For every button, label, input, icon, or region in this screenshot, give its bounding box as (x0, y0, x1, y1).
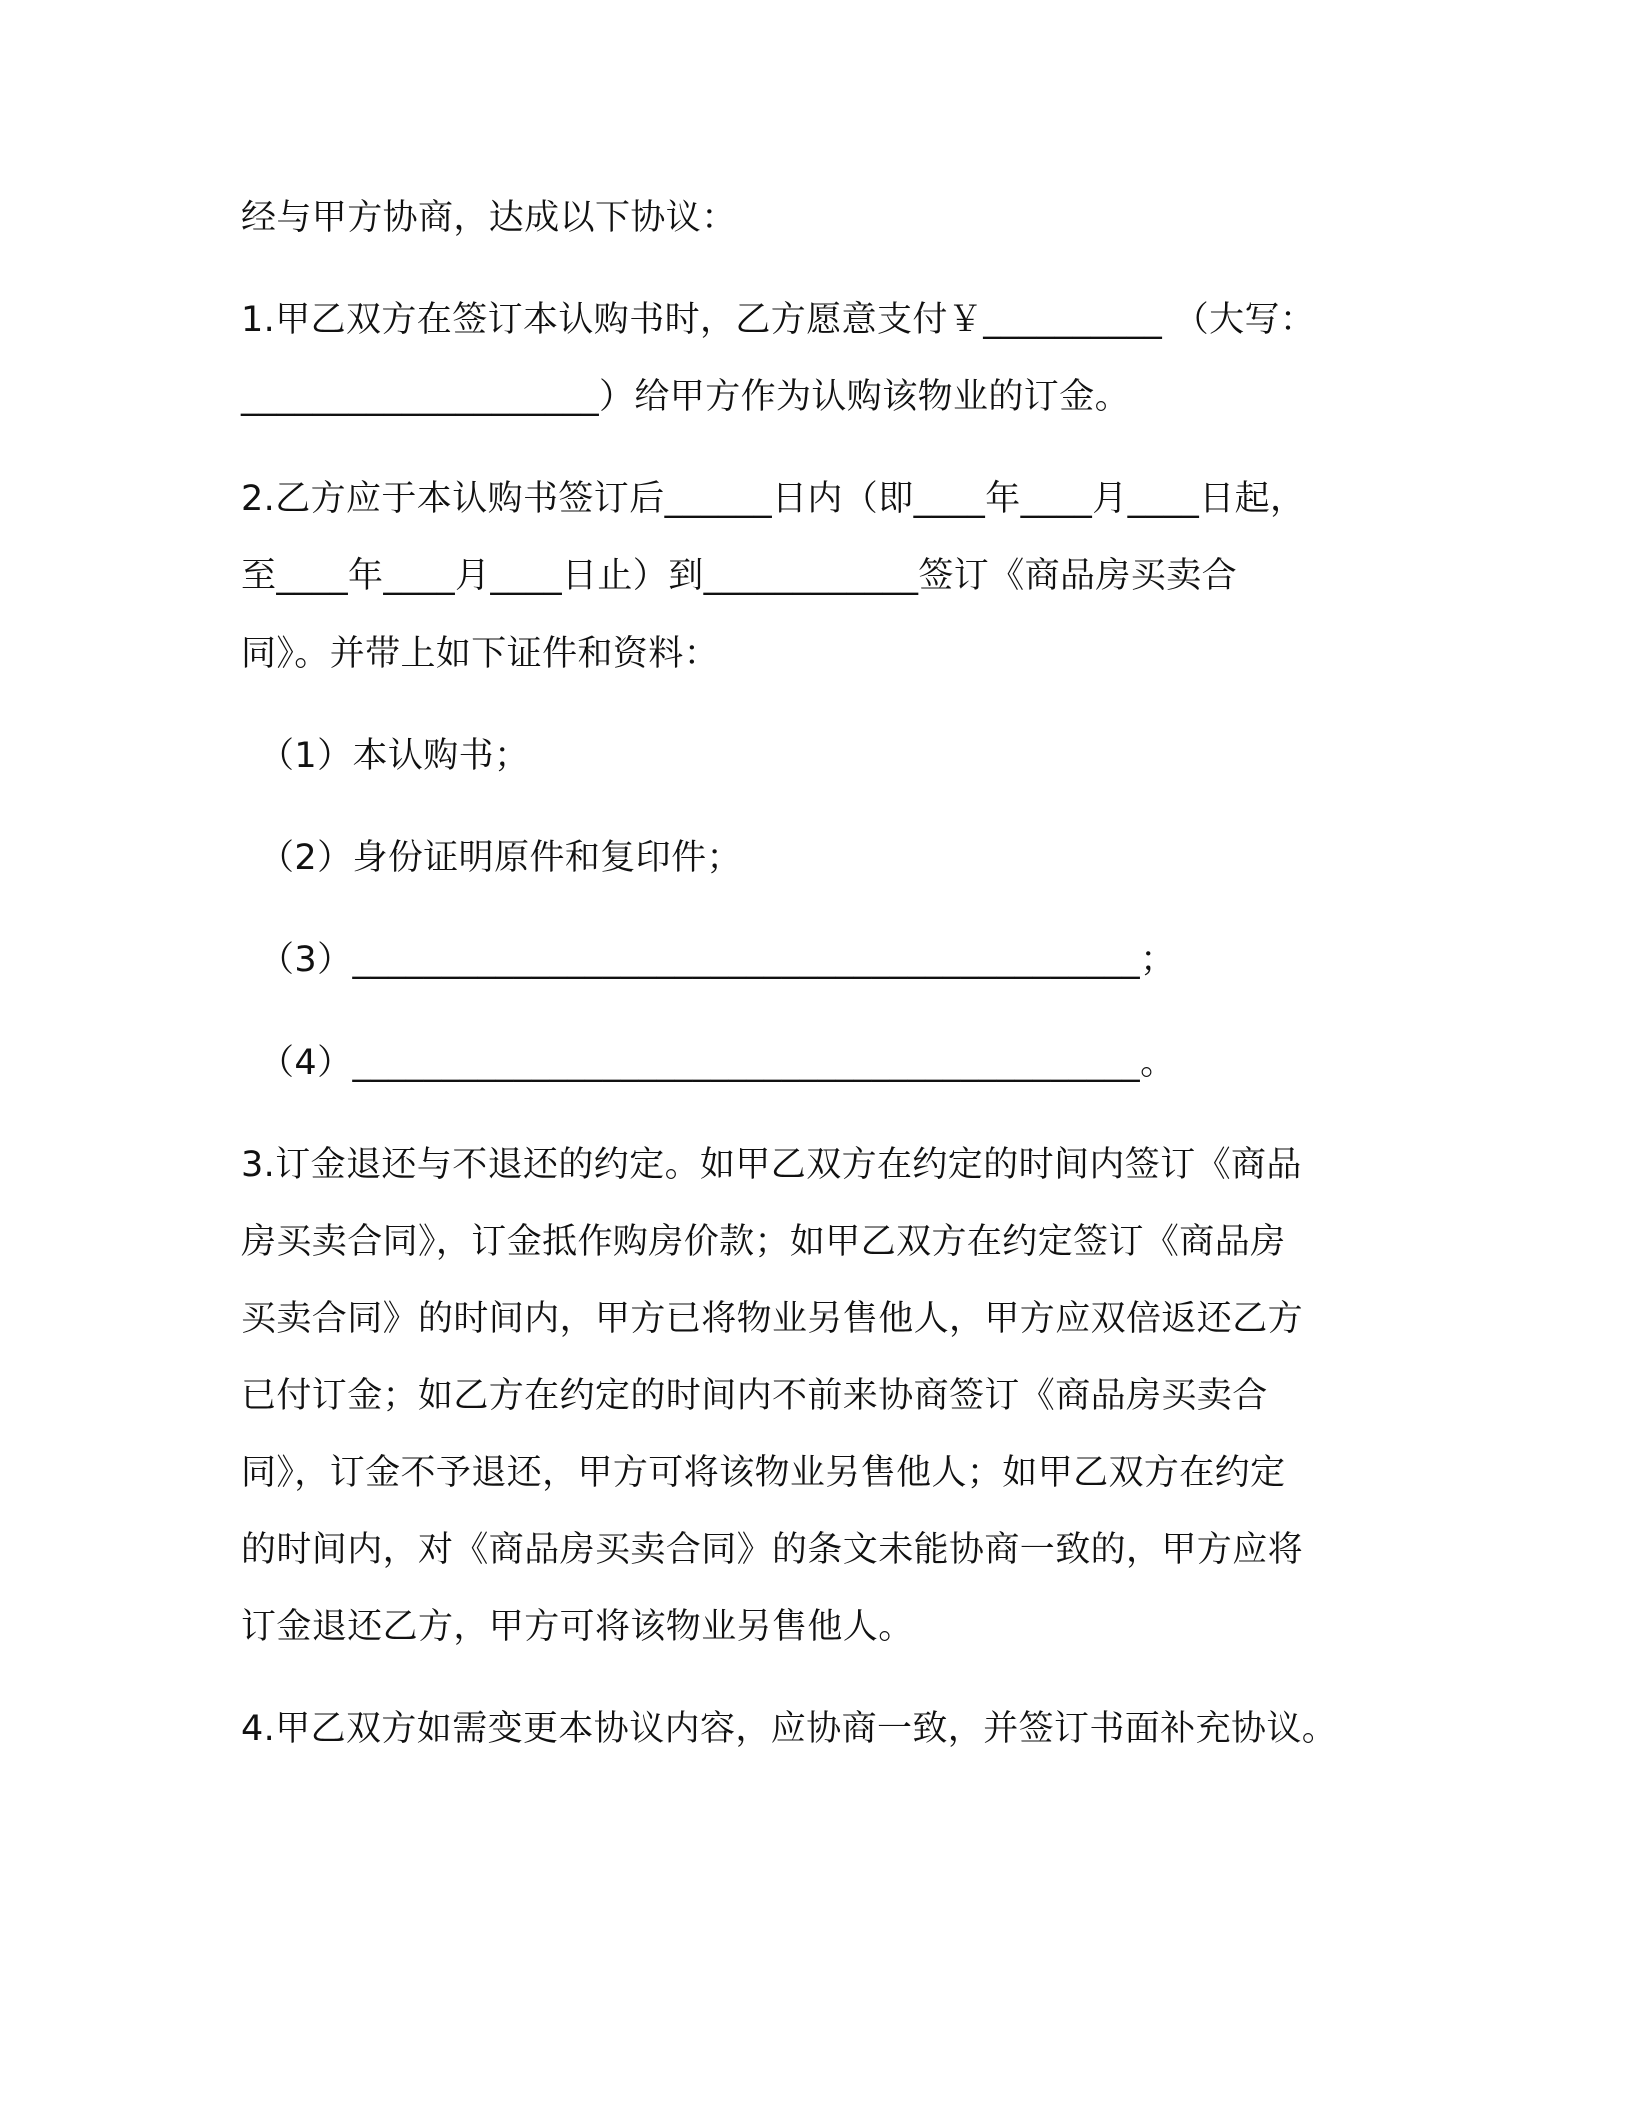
document-list-item-2: （2）身份证明原件和复印件； (259, 838, 742, 878)
clause-2-line-2: 至____年____月____日止）到____________签订《商品房买卖合 (241, 556, 1238, 596)
clause-3-line-6: 的时间内，对《商品房买卖合同》的条文未能协商一致的，甲方应将 (241, 1530, 1304, 1570)
clause-3-line-3: 买卖合同》的时间内，甲方已将物业另售他人，甲方应双倍返还乙方 (241, 1299, 1304, 1339)
document-list-item-4: （4）____________________________________________。 (259, 1043, 1176, 1083)
clause-2-line-1: 2.乙方应于本认购书签订后______日内（即____年____月____日起， (241, 479, 1306, 519)
clause-2-line-3: 同》。并带上如下证件和资料： (241, 634, 720, 674)
document-list-item-3: （3）____________________________________________； (259, 940, 1176, 980)
intro-text: 经与甲方协商，达成以下协议： (241, 198, 737, 238)
clause-3-line-2: 房买卖合同》，订金抵作购房价款；如甲乙双方在约定签订《商品房 (241, 1222, 1286, 1262)
clause-3-line-4: 已付订金；如乙方在约定的时间内不前来协商签订《商品房买卖合 (241, 1376, 1268, 1416)
clause-3-line-5: 同》，订金不予退还，甲方可将该物业另售他人；如甲乙双方在约定 (241, 1453, 1286, 1493)
clause-1-line-2: ____________________）给甲方作为认购该物业的订金。 (241, 377, 1131, 417)
clause-4-text: 4.甲乙双方如需变更本协议内容，应协商一致，并签订书面补充协议。 (241, 1709, 1338, 1749)
clause-3-line-1: 3.订金退还与不退还的约定。如甲乙双方在约定的时间内签订《商品 (241, 1145, 1302, 1185)
document-list-item-1: （1）本认购书； (259, 736, 530, 776)
clause-3-line-7: 订金退还乙方，甲方可将该物业另售他人。 (241, 1607, 914, 1647)
clause-1-line-1: 1.甲乙双方在签订本认购书时，乙方愿意支付￥__________ （大写： (241, 300, 1316, 340)
